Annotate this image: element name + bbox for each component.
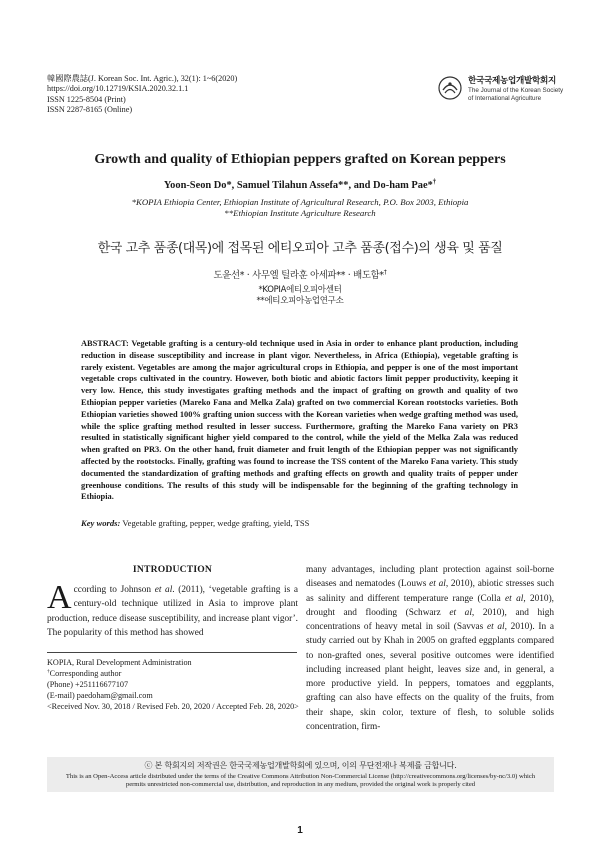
society-emblem-icon bbox=[438, 76, 462, 100]
license-english-line-1: This is an Open-Access article distributed under the terms of the Creative Commons Attribution Non-Commercial License (http://creativecommons.org/licenses/by-nc/3.0) which bbox=[65, 773, 536, 780]
license-english-line-2: permits unrestricted non-commercial use, distribution, and reproduction in any medium, provided the original work is properly cited bbox=[125, 781, 476, 789]
logo-english-line-2: of International Agriculture bbox=[468, 95, 542, 103]
korean-authors bbox=[0, 267, 600, 281]
journal-header bbox=[47, 74, 347, 116]
etal-1: et al bbox=[429, 579, 446, 590]
keywords bbox=[81, 518, 518, 528]
intro-heading: INTRODUCTION bbox=[132, 564, 213, 575]
logo-english-line-1: The Journal of the Korean Society bbox=[468, 87, 564, 94]
footnote-corresponding-text: Corresponding author bbox=[49, 669, 122, 678]
korean-authors-text: 도윤선* · 사무엘 틸라훈 아세파** · 배도함* bbox=[213, 270, 384, 281]
issn-online: ISSN 2287-8165 (Online) bbox=[47, 105, 133, 115]
intro-text-1: ccording to Johnson bbox=[73, 585, 155, 595]
affiliation-1: *KOPIA Ethiopia Center, Ethiopian Institute of Agricultural Research, P.O. Box 2003, Ethiopia bbox=[131, 197, 469, 207]
paper-authors bbox=[0, 180, 600, 191]
authors-text: Yoon-Seon Do*, Samuel Tilahun Assefa**, and Do-ham Pae* bbox=[163, 180, 433, 191]
korean-affiliation-2: **에티오피아농업연구소 bbox=[256, 296, 344, 306]
intro-text-2: . (2011), ‘vegetable grafting is a century-old technique utilized in Asia to improve plant production, reduce disease susceptibility, and increase plant vigor’. The popularity of this method has showed bbox=[47, 585, 298, 638]
doi-link[interactable]: https://doi.org/10.12719/KSIA.2020.32.1.1 bbox=[47, 84, 189, 94]
etal-4: et al bbox=[486, 622, 505, 632]
logo-english-name bbox=[468, 87, 563, 103]
keywords-label: Key words: bbox=[81, 518, 121, 528]
etal-3: et al bbox=[449, 607, 472, 618]
page-number: 1 bbox=[297, 825, 303, 836]
korean-corresponding-mark: † bbox=[383, 268, 387, 276]
affiliations bbox=[0, 197, 600, 219]
logo-korean-name: 한국국제농업개발학회지 bbox=[468, 76, 557, 86]
footnote-mark: † bbox=[47, 668, 50, 675]
footnote bbox=[47, 657, 307, 712]
right-text-d: , 2010), and high concentrations of heavy metal in soil (Savvas bbox=[306, 607, 555, 632]
footnote-dates: <Received Nov. 30, 2018 / Revised Feb. 20, 2020 / Accepted Feb. 28, 2020> bbox=[47, 702, 299, 711]
footnote-email[interactable]: (E-mail) paedoham@gmail.com bbox=[47, 691, 153, 700]
right-text-e: , 2010). In a study carried out by Khah in 2005 on grafted eggplants compared to non-grafted ones, several positive outcomes were identified including increased plant height, leaves size and, in general, a more productive yield. In peppers, tomatoes and eggplants, grafting can also have effects on the quality of the fruits, from their shape, skin color, texture of flesh, to soluble solids concentration, firm- bbox=[306, 622, 555, 732]
footnote-phone: (Phone) +251116677107 bbox=[47, 680, 129, 689]
keywords-text: Vegetable grafting, pepper, wedge grafting, yield, TSS bbox=[122, 518, 310, 528]
issn-print: ISSN 1225-8504 (Print) bbox=[47, 94, 126, 104]
paper-title: Growth and quality of Ethiopian peppers grafted on Korean peppers bbox=[94, 152, 506, 167]
right-text-c: , 2010), drought and flooding (Schwarz bbox=[306, 593, 554, 618]
intro-etal: et al bbox=[154, 585, 173, 595]
affiliation-2: **Ethiopian Institute Agriculture Research bbox=[224, 208, 376, 218]
footnote-org: KOPIA, Rural Development Administration bbox=[47, 658, 192, 667]
license-english bbox=[47, 773, 554, 790]
right-text-a: many advantages, including plant protection against soil-borne diseases and nematodes (Louws bbox=[306, 565, 554, 590]
license-box bbox=[47, 757, 554, 792]
footnote-corresponding bbox=[47, 668, 307, 679]
journal-citation: 韓國際農誌(J. Korean Soc. Int. Agric.), 32(1): 1~6(2020) bbox=[47, 74, 238, 83]
abstract: ABSTRACT: Vegetable grafting is a century-old technique used in Asia in order to enhance plant production, including reduction in disease susceptibility and increase in plant vigor. Nevertheless, in Africa (Ethiopia), vegetable grafting is rarely existent. Vegetables are among the major agricultural crops in Ethiopia, and pepper is one of the most important vegetable crops cultivated in the country. However, both biotic and abiotic factors limit pepper productivity, keeping it very low. Hence, this study investigates grafting methods and the impact of grafting on growth and quality of two Ethiopian pepper varieties (Mareko Fana and Melka Zala) grafted on two commercial Korean rootstocks varieties. Both Ethiopian varieties showed 100% grafting union success with the Korean varieties when wedge grafting method was used, while the splice grafting method resulted in lesser success. Furthermore, grafting the Mareko Fana variety on PR3 resulted in statistically significant higher yield compared to the control, while the yield of the Melka Zala was reduced when grafted on PR3. On the other hand, fruit diameter and fruit length of the Ethiopian pepper was not significantly affected by the rootstocks. Finally, grafting was found to increase the TSS content of the Mareko Fana variety. This study documented the standardization of grafting methods and grafting effects on growth and quality traits of pepper under greenhouse conditions. The results of this study will be indispensable for the beginning of the grafting technology in Ethiopia. bbox=[81, 339, 518, 502]
korean-affiliation-1: *KOPIA에티오피아센터 bbox=[258, 285, 342, 295]
etal-2: et al bbox=[505, 593, 524, 604]
drop-cap: A bbox=[47, 579, 72, 616]
right-text-b: , 2010), abiotic stresses such as salinity and different temperature range (Colla bbox=[306, 579, 554, 604]
society-logo bbox=[438, 74, 563, 110]
korean-affiliations bbox=[0, 285, 600, 307]
korean-title: 한국 고추 품종(대목)에 접목된 에티오피아 고추 품종(접수)의 생육 및 품질 bbox=[97, 241, 503, 256]
license-korean: ⓒ 본 학회지의 저작권은 한국국제농업개발학회에 있으며, 이의 무단전재나 복제를 금합니다. bbox=[144, 761, 457, 770]
intro-left-column bbox=[47, 579, 298, 640]
intro-right-column bbox=[306, 563, 554, 734]
corresponding-mark: † bbox=[432, 178, 437, 186]
footnote-rule bbox=[47, 652, 297, 653]
